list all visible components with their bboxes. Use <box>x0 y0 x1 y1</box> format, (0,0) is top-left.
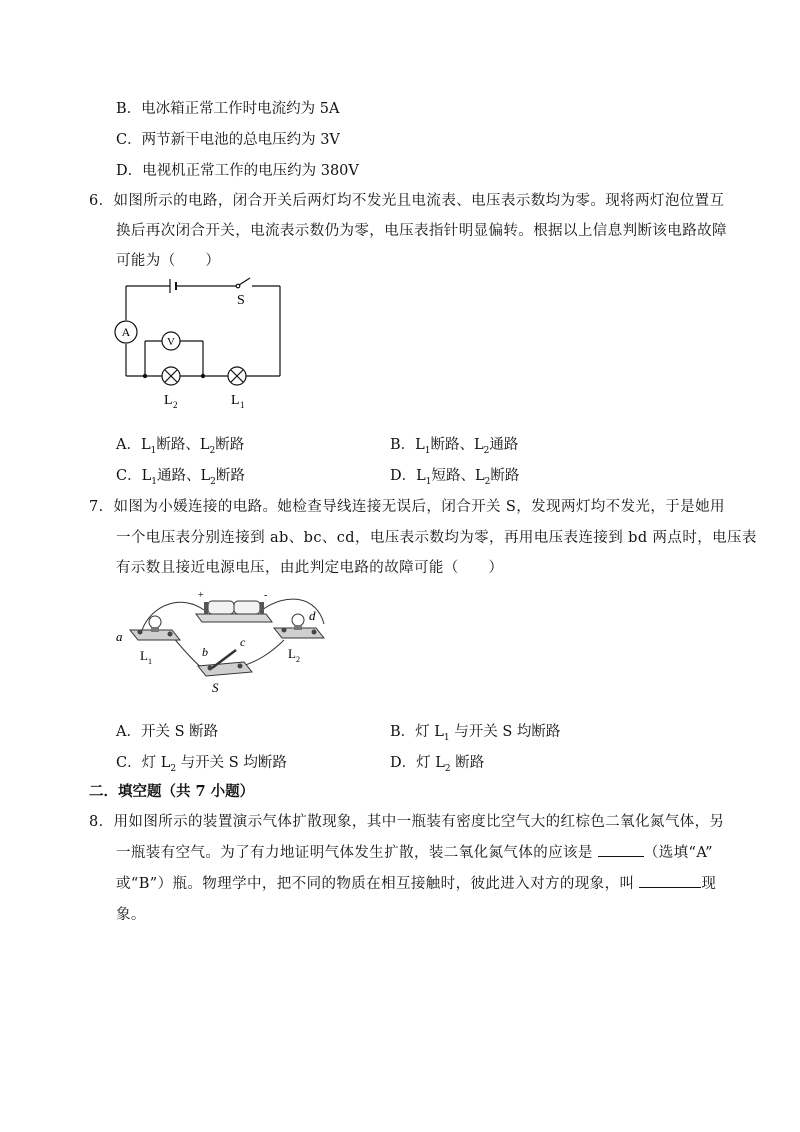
lamp-l2-board <box>274 614 324 638</box>
q8-blank-1[interactable] <box>598 842 644 857</box>
lamp-l1-subscript: 1 <box>240 400 245 410</box>
q5-option-c: C．两节新干电池的总电压约为 3V <box>116 132 340 148</box>
battery-minus-label: - <box>264 590 268 601</box>
point-d-label: d <box>309 608 316 623</box>
q7-stem-line1: 7．如图为小媛连接的电路。她检查导线连接无误后，闭合开关 S，发现两灯均不发光，于是她用 <box>89 499 725 515</box>
voltmeter-label: V <box>167 336 175 348</box>
wire-l1-to-b <box>172 636 202 668</box>
q6-circuit-diagram <box>100 268 300 416</box>
q6-option-b: B．$L_1$断路、$L_2$通路 <box>390 437 519 456</box>
lamp-l2-label: L <box>288 646 296 661</box>
ammeter-label: A <box>121 325 131 339</box>
q7-stem-line3: 有示数且接近电源电压，由此判定电路的故障可能（ ） <box>116 560 504 576</box>
q8-stem-line3: 或“B”）瓶。物理学中，把不同的物质在相互接触时，彼此进入对方的现象，叫 现 <box>116 872 716 893</box>
q6-stem-line1: 6．如图所示的电路，闭合开关后两灯均不发光且电流表、电压表示数均为零。现将两灯泡位置互 <box>89 193 725 209</box>
q6-option-d: D．$L_1$短路、$L_2$断路 <box>390 468 520 487</box>
lamp-l1-subscript: 1 <box>148 657 152 666</box>
q7-stem-line2: 一个电压表分别连接到 ab、bc、cd，电压表示数均为零，再用电压表连接到 bd 两点时，电压表 <box>116 530 757 546</box>
point-c-label: c <box>240 635 246 649</box>
q7-option-b: B．灯 $L_1$ 与开关 S 均断路 <box>390 724 561 743</box>
q6-stem-line3: 可能为（ ） <box>116 253 221 269</box>
point-b-label: b <box>202 645 208 659</box>
q6-option-a: A．$L_1$断路、$L_2$断路 <box>116 437 245 456</box>
lamp-l2-subscript: 2 <box>173 400 178 410</box>
switch-label: S <box>212 680 219 695</box>
q6-option-c: C．$L_1$通路、$L_2$断路 <box>116 468 245 487</box>
section-heading: 二．填空题（共 7 小题） <box>89 783 255 800</box>
lamp-l1-board <box>130 616 180 640</box>
battery-holder <box>196 601 272 622</box>
q8-stem-line2: 一瓶装有空气。为了有力地证明气体发生扩散，装二氧化氮气体的应该是 （选填“A” <box>116 841 713 862</box>
q6-stem-line2: 换后再次闭合开关，电流表示数仍为零，电压表指针明显偏转。根据以上信息判断该电路故障 <box>116 223 727 239</box>
wire-c-to-l2 <box>242 640 284 666</box>
q5-option-b: B．电冰箱正常工作时电流约为 5A <box>116 101 340 117</box>
q7-option-d: D．灯 $L_2$ 断路 <box>390 755 485 774</box>
q7-circuit-photo <box>112 584 344 696</box>
point-a-label: a <box>116 629 123 644</box>
q5-option-d: D．电视机正常工作的电压约为 380V <box>116 163 359 179</box>
q8-stem-line1: 8．用如图所示的装置演示气体扩散现象，其中一瓶装有密度比空气大的红棕色二氧化氮气体，另 <box>89 814 725 830</box>
lamp-l2-label: L <box>164 393 173 408</box>
q7-option-a: A．开关 S 断路 <box>116 724 219 740</box>
lamp-l2-subscript: 2 <box>296 655 300 664</box>
q7-option-c: C．灯 $L_2$ 与开关 S 均断路 <box>116 755 287 774</box>
lamp-l1-label: L <box>231 393 240 408</box>
switch-label: S <box>237 293 245 308</box>
q8-stem-line4: 象。 <box>116 907 146 923</box>
switch-blade <box>239 278 250 285</box>
q8-blank-2[interactable] <box>639 873 701 888</box>
battery-plus-label: + <box>198 590 204 601</box>
lamp-l1-label: L <box>140 648 148 663</box>
